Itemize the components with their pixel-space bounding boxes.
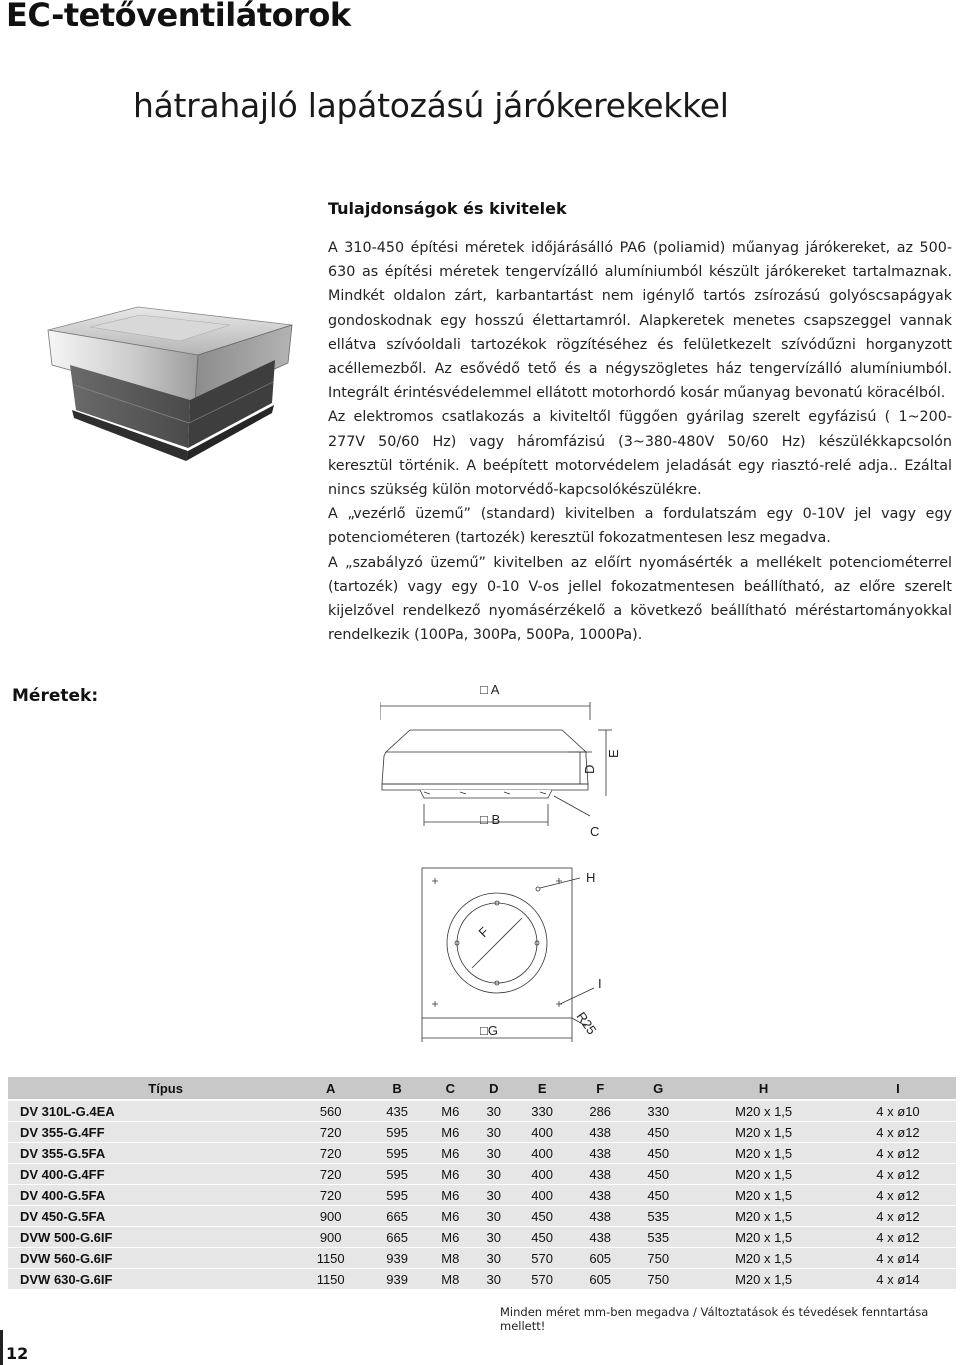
value-cell: 30 xyxy=(474,1248,513,1269)
value-cell: M6 xyxy=(426,1227,474,1248)
value-cell: M6 xyxy=(426,1206,474,1227)
value-cell: 4 x ø14 xyxy=(840,1269,956,1290)
table-column-header: D xyxy=(474,1077,513,1100)
value-cell: 939 xyxy=(368,1269,426,1290)
value-cell: 900 xyxy=(293,1206,368,1227)
table-row xyxy=(8,1100,956,1122)
spec-table xyxy=(8,1077,956,1290)
table-column-header: B xyxy=(368,1077,426,1100)
type-cell: DVW 630-G.6IF xyxy=(8,1269,293,1290)
dim-label-f: F xyxy=(475,923,492,941)
value-cell: 939 xyxy=(368,1248,426,1269)
value-cell: 30 xyxy=(474,1122,513,1143)
value-cell: 535 xyxy=(629,1227,687,1248)
value-cell: 30 xyxy=(474,1185,513,1206)
value-cell: 570 xyxy=(513,1248,571,1269)
value-cell: 4 x ø10 xyxy=(840,1100,956,1122)
page-subtitle: hátrahajló lapátozású járókerekekkel xyxy=(133,86,729,125)
value-cell: 450 xyxy=(629,1185,687,1206)
section-heading: Tulajdonságok és kivitelek xyxy=(328,199,567,218)
value-cell: 438 xyxy=(571,1122,629,1143)
dim-label-e: E xyxy=(606,749,621,758)
table-column-header: H xyxy=(687,1077,840,1100)
table-row xyxy=(8,1164,956,1185)
page-title: EC-tetőventilátorok xyxy=(6,0,351,34)
table-column-header: G xyxy=(629,1077,687,1100)
dimension-drawing xyxy=(380,676,640,1048)
value-cell: M6 xyxy=(426,1164,474,1185)
footnote: Minden méret mm-ben megadva / Változtatások és tévedések fenntartása mellett! xyxy=(500,1305,929,1333)
value-cell: M20 x 1,5 xyxy=(687,1185,840,1206)
value-cell: 450 xyxy=(629,1143,687,1164)
table-row xyxy=(8,1269,956,1290)
value-cell: M20 x 1,5 xyxy=(687,1100,840,1122)
value-cell: M8 xyxy=(426,1248,474,1269)
value-cell: 438 xyxy=(571,1227,629,1248)
value-cell: 450 xyxy=(513,1227,571,1248)
dim-label-a: □ A xyxy=(480,682,500,697)
value-cell: 30 xyxy=(474,1269,513,1290)
value-cell: M20 x 1,5 xyxy=(687,1206,840,1227)
value-cell: M8 xyxy=(426,1269,474,1290)
value-cell: 1150 xyxy=(293,1269,368,1290)
value-cell: 330 xyxy=(629,1100,687,1122)
dim-label-b: □ B xyxy=(480,812,501,827)
value-cell: 595 xyxy=(368,1143,426,1164)
value-cell: 30 xyxy=(474,1100,513,1122)
table-row xyxy=(8,1206,956,1227)
value-cell: 286 xyxy=(571,1100,629,1122)
value-cell: 438 xyxy=(571,1206,629,1227)
table-column-header: E xyxy=(513,1077,571,1100)
value-cell: M20 x 1,5 xyxy=(687,1143,840,1164)
value-cell: 400 xyxy=(513,1143,571,1164)
value-cell: 720 xyxy=(293,1143,368,1164)
value-cell: 400 xyxy=(513,1185,571,1206)
type-cell: DVW 500-G.6IF xyxy=(8,1227,293,1248)
type-cell: DV 355-G.4FF xyxy=(8,1122,293,1143)
value-cell: 450 xyxy=(629,1164,687,1185)
value-cell: 30 xyxy=(474,1164,513,1185)
paragraph: A „vezérlő üzemű” (standard) kivitelben a fordulatszám egy 0-10V jel vagy egy potenciométeren (tartozék) keresztül fokozatmentesen lesz megadva. xyxy=(328,506,952,547)
value-cell: 4 x ø12 xyxy=(840,1227,956,1248)
value-cell: 750 xyxy=(629,1269,687,1290)
fan-product-image xyxy=(30,265,310,465)
table-row xyxy=(8,1227,956,1248)
value-cell: 450 xyxy=(629,1122,687,1143)
value-cell: 438 xyxy=(571,1185,629,1206)
value-cell: 605 xyxy=(571,1269,629,1290)
paragraph: Az elektromos csatlakozás a kiviteltől függően gyárilag szerelt egyfázisú ( 1~200-277V 50/60 Hz) vagy háromfázisú (3~380-480V 50/60 Hz) készülékkapcsolón keresztül történik. A beépített motorvédelem jeladását egy riasztó-relé adja.. Ezáltal nincs szükség külön motorvédő-kapcsolókészülékre. xyxy=(328,409,952,499)
paragraph: A „szabályzó üzemű” kivitelben az előírt nyomásérték a mellékelt potenciométerrel (tartozék) vagy egy 0-10 V-os jellel fokozatmentesen beállítható, az előre szerelt kijelzővel rendelkező nyomásérzékelő a következő beállítható méréstartományokkal rendelkezik (100Pa, 300Pa, 500Pa, 1000Pa). xyxy=(328,554,952,644)
table-column-header: I xyxy=(840,1077,956,1100)
dim-label-g: □G xyxy=(480,1023,498,1038)
value-cell: 330 xyxy=(513,1100,571,1122)
value-cell: 30 xyxy=(474,1227,513,1248)
value-cell: 30 xyxy=(474,1143,513,1164)
value-cell: 665 xyxy=(368,1206,426,1227)
value-cell: M20 x 1,5 xyxy=(687,1164,840,1185)
type-cell: DV 310L-G.4EA xyxy=(8,1100,293,1122)
table-row xyxy=(8,1122,956,1143)
value-cell: 665 xyxy=(368,1227,426,1248)
value-cell: 400 xyxy=(513,1164,571,1185)
value-cell: 438 xyxy=(571,1164,629,1185)
value-cell: 605 xyxy=(571,1248,629,1269)
dim-label-r25: R25 xyxy=(573,1009,600,1038)
dim-label-d: D xyxy=(582,764,597,774)
value-cell: 535 xyxy=(629,1206,687,1227)
table-row xyxy=(8,1143,956,1164)
table-row xyxy=(8,1248,956,1269)
dim-label-h: H xyxy=(586,870,596,885)
type-cell: DV 400-G.5FA xyxy=(8,1185,293,1206)
value-cell: 595 xyxy=(368,1122,426,1143)
properties-text xyxy=(328,236,952,647)
value-cell: M20 x 1,5 xyxy=(687,1122,840,1143)
value-cell: 4 x ø12 xyxy=(840,1185,956,1206)
value-cell: 450 xyxy=(513,1206,571,1227)
value-cell: M20 x 1,5 xyxy=(687,1269,840,1290)
value-cell: 750 xyxy=(629,1248,687,1269)
value-cell: 720 xyxy=(293,1164,368,1185)
value-cell: 900 xyxy=(293,1227,368,1248)
value-cell: 595 xyxy=(368,1185,426,1206)
value-cell: M6 xyxy=(426,1185,474,1206)
value-cell: 435 xyxy=(368,1100,426,1122)
value-cell: 4 x ø12 xyxy=(840,1143,956,1164)
value-cell: 4 x ø14 xyxy=(840,1248,956,1269)
dim-label-c: C xyxy=(590,824,600,839)
table-column-header: Típus xyxy=(8,1077,293,1100)
value-cell: M20 x 1,5 xyxy=(687,1227,840,1248)
value-cell: 570 xyxy=(513,1269,571,1290)
value-cell: 560 xyxy=(293,1100,368,1122)
value-cell: 30 xyxy=(474,1206,513,1227)
table-header-row xyxy=(8,1077,956,1100)
value-cell: M6 xyxy=(426,1122,474,1143)
page-number: 12 xyxy=(6,1344,29,1363)
type-cell: DV 400-G.4FF xyxy=(8,1164,293,1185)
value-cell: M6 xyxy=(426,1143,474,1164)
page-corner-rule xyxy=(0,1330,3,1365)
value-cell: 4 x ø12 xyxy=(840,1164,956,1185)
table-column-header: C xyxy=(426,1077,474,1100)
type-cell: DV 450-G.5FA xyxy=(8,1206,293,1227)
value-cell: 1150 xyxy=(293,1248,368,1269)
type-cell: DV 355-G.5FA xyxy=(8,1143,293,1164)
value-cell: 720 xyxy=(293,1185,368,1206)
table-column-header: F xyxy=(571,1077,629,1100)
value-cell: 595 xyxy=(368,1164,426,1185)
value-cell: 4 x ø12 xyxy=(840,1122,956,1143)
table-row xyxy=(8,1185,956,1206)
dim-label-i: I xyxy=(598,976,602,991)
value-cell: 400 xyxy=(513,1122,571,1143)
value-cell: 720 xyxy=(293,1122,368,1143)
value-cell: M20 x 1,5 xyxy=(687,1248,840,1269)
value-cell: 4 x ø12 xyxy=(840,1206,956,1227)
table-body xyxy=(8,1100,956,1290)
value-cell: M6 xyxy=(426,1100,474,1122)
paragraph: A 310-450 építési méretek időjárásálló PA6 (poliamid) műanyag járókereket, az 500-630 as építési méretek tengervízálló alumíniumból készült járókereket tartalmaznak. Mindkét oldalon zárt, karbantartást nem igénylő tartós zsírozású golyóscsapágyak gondoskodnak egy hosszú élettartamról. Alapkeretek menetes csapszeggel vannak ellátva szívóoldali tartozékok rögzítéséhez és felületkezelt szívódűzni horganyzott acéllemezből. Az esővédő tető és a négyszögletes ház tengervízálló alumíniumból. Integrált érintésvédelemmel ellátott motorhordó kosár műanyag bevonatú köracélból. xyxy=(328,240,952,402)
value-cell: 438 xyxy=(571,1143,629,1164)
dimensions-label: Méretek: xyxy=(12,686,99,706)
table-column-header: A xyxy=(293,1077,368,1100)
type-cell: DVW 560-G.6IF xyxy=(8,1248,293,1269)
